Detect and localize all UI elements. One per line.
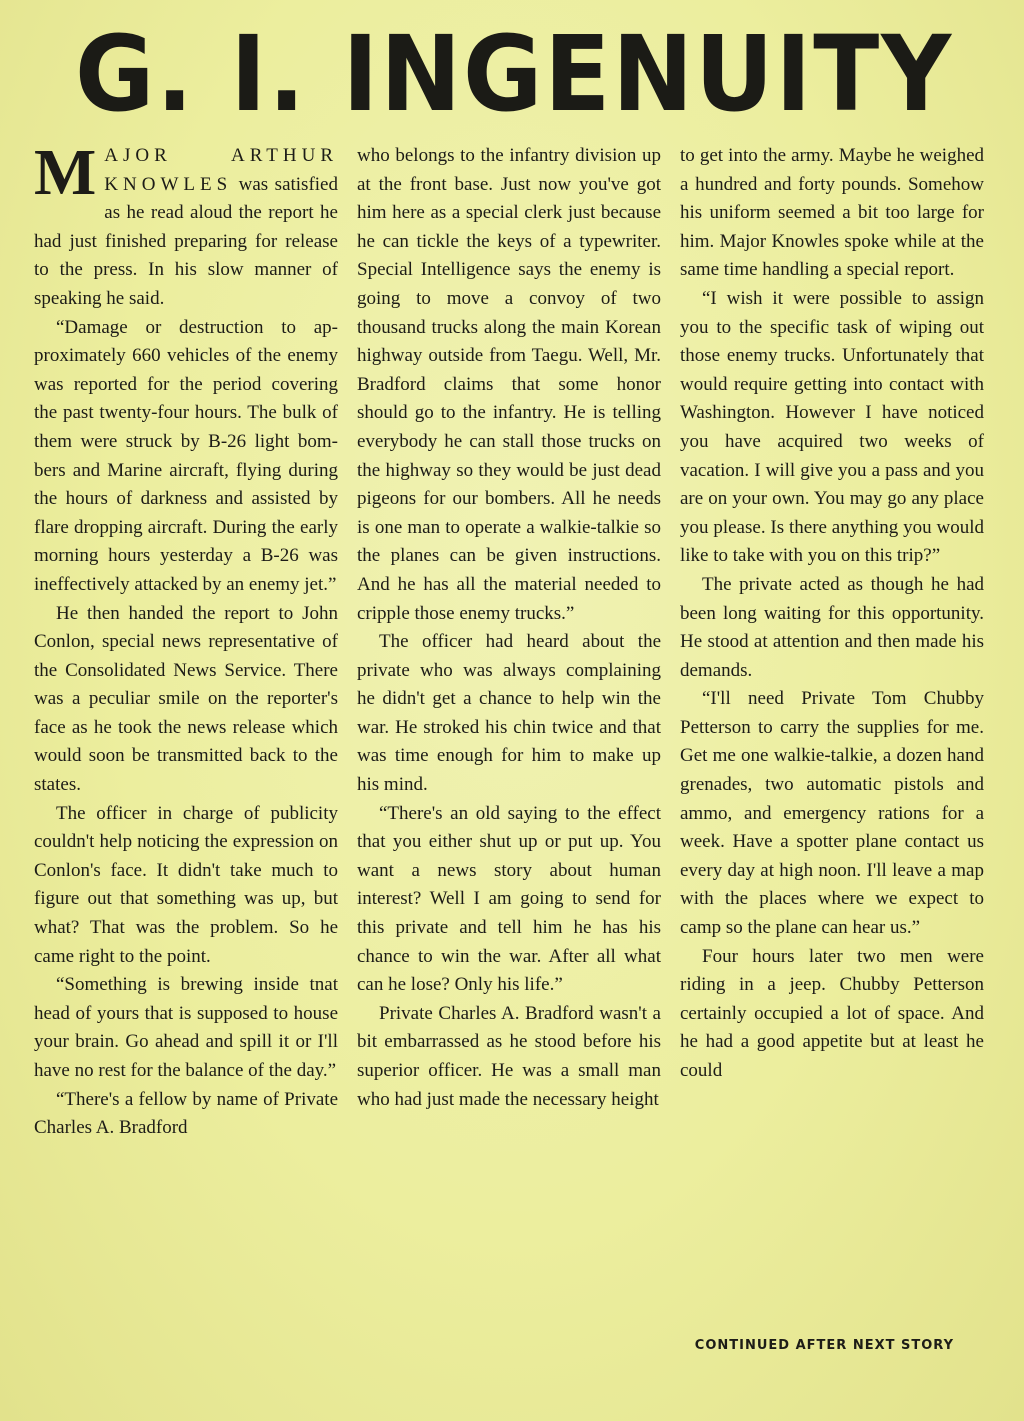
- paragraph: Four hours later two men were riding in a jeep. Chubby Petterson certainly occupied a lot of space. And he had a good appetite but at least he could: [680, 945, 984, 1081]
- paragraph: The private acted as though he had been long waiting for this opportunity. He stood at attention and then made his demands.: [680, 573, 984, 681]
- column-2: [357, 142, 661, 1143]
- drop-cap: M: [34, 136, 97, 209]
- text-columns: [34, 136, 984, 1143]
- paragraph-text: was satisfied as he read aloud the report he had just finished preparing for release to the press. In his slow manner of speaking he said.: [34, 173, 338, 309]
- column-1: [34, 136, 338, 1143]
- story-title: G. I. INGENUITY: [75, 13, 953, 135]
- paragraph-continued: who belongs to the infantry division up at the front base. Just now you've got him here as a special clerk just because he can tickle the keys of a typewriter. Special Intelligence says the enemy is going to move a convoy of two thousand trucks along the main Korean highway outside from Taegu. Well, Mr. Bradford claims that some honor should go to the infantry. He is telling everybody he can stall those trucks on the highway so they would be just dead pigeons for our bombers. All he needs is one man to operate a walkie-talkie so the planes can be given instructions. And he has all the material needed to cripple those enemy trucks.”: [357, 145, 661, 624]
- paragraph: He then handed the report to John Conlon, special news representative of the Consolidated News Service. There was a peculiar smile on the reporter's face as he took the news release which would soon be transmitted back to the states.: [34, 602, 338, 796]
- paragraph: “There's an old saying to the effect that you either shut up or put up. You want a news story about human interest? Well I am going to send for this private and tell him he has his chance to win the war. After all what can he lose? Only his life.”: [357, 802, 661, 996]
- paragraph: “Damage or destruction to approximately 660 vehicles of the enemy was reported for the period covering the past twenty-four hours. The bulk of them were struck by B-26 light bombers and Marine aircraft, flying during the hours of darkness and assisted by flare dropping aircraft. During the early morning hours yesterday a B-26 was ineffectively attacked by an enemy jet.”: [34, 316, 338, 595]
- opening-paragraph: [34, 136, 338, 314]
- paragraph: The officer had heard about the private who was always complaining he didn't get a chance to help win the war. He stroked his chin twice and that was time enough for him to make up his mind.: [357, 631, 661, 796]
- paragraph: “There's a fellow by name of Private Charles A. Bradford: [34, 1088, 338, 1139]
- continued-notice: CONTINUED AFTER NEXT STORY: [694, 1338, 954, 1353]
- column-3: [680, 142, 984, 1143]
- paragraph: “I'll need Private Tom Chubby Petterson to carry the supplies for me. Get me one walkie-talkie, a dozen hand grenades, two automatic pistols and ammo, and emergency rations for a week. Have a spotter plane contact us every day at high noon. I'll leave a map with the places where we expect to camp so the plane can hear us.”: [680, 688, 984, 939]
- paragraph: “Something is brewing inside tnat head of yours that is supposed to house your brain. Go ahead and spill it or I'll have no rest for the balance of the day.”: [34, 974, 338, 1081]
- paragraph-continued: to get into the army. Maybe he weighed a hundred and forty pounds. Somehow his uniform seemed a bit too large for him. Major Knowles spoke while at the same time handling a special report.: [680, 145, 984, 281]
- paragraph: The officer in charge of publicity couldn't help noticing the expression on Conlon's face. It didn't take much to figure out that something was up, but what? That was the problem. So he came right to the point.: [34, 802, 338, 967]
- paragraph: Private Charles A. Bradford wasn't a bit embarrassed as he stood before his superior officer. He was a small man who had just made the necessary height: [357, 1002, 661, 1110]
- lead-in-caps: AJOR ARTHUR KNOWLES: [104, 145, 338, 195]
- paragraph: “I wish it were possible to assign you to the specific task of wiping out those enemy trucks. Unfortunately that would require getting into contact with Washington. However I have noticed you have acquired two weeks of vacation. I will give you a pass and you are on your own. You may go any place you please. Is there anything you would like to take with you on this trip?”: [680, 287, 984, 567]
